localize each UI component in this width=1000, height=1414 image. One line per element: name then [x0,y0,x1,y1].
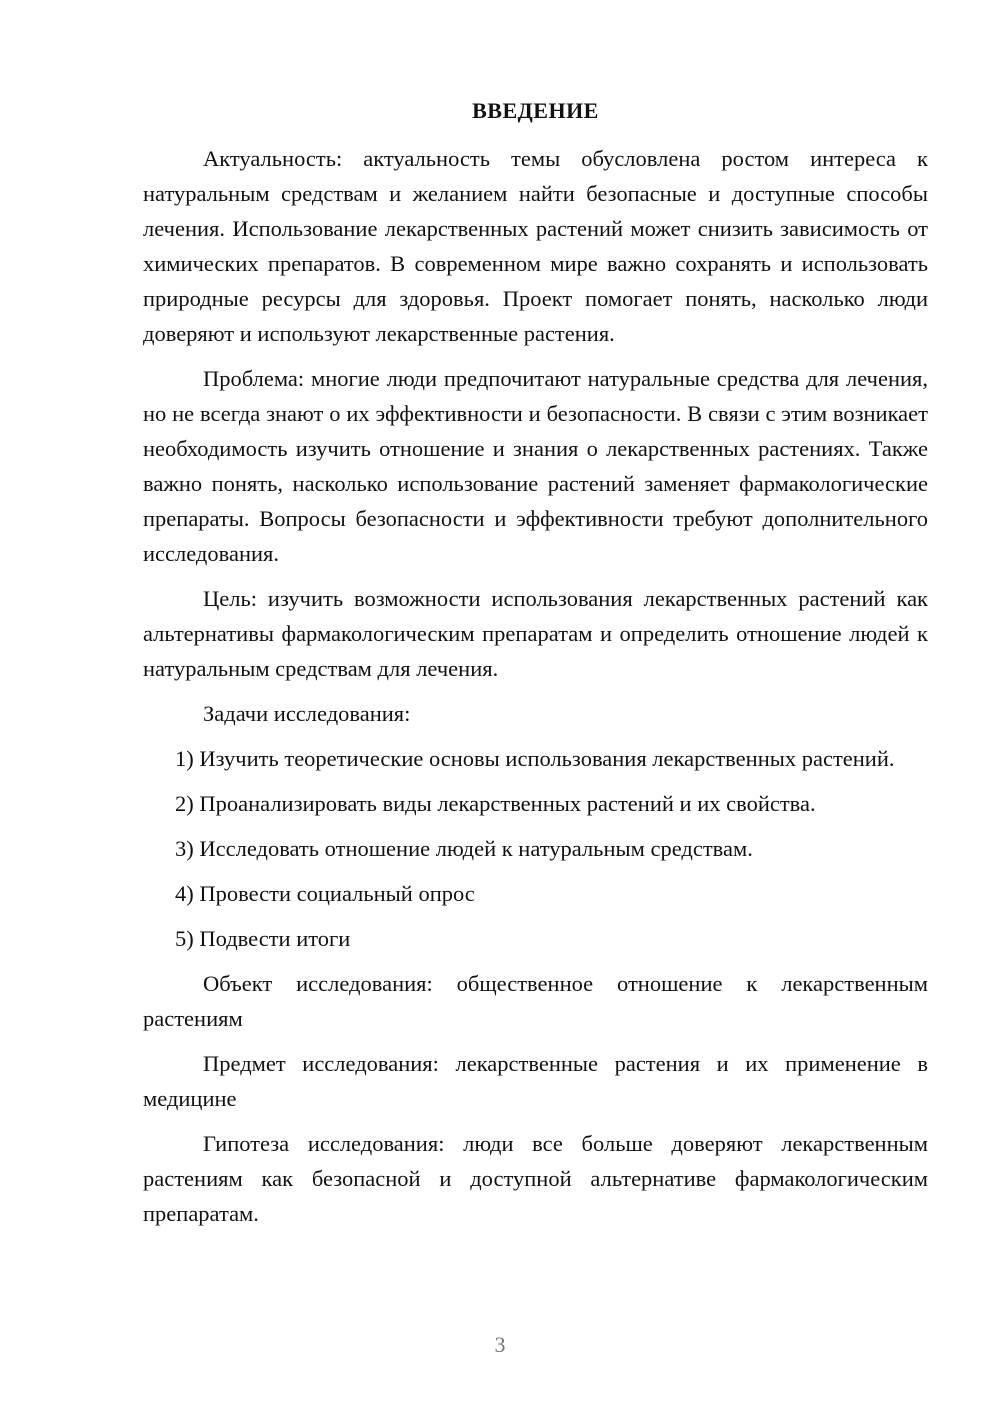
goal-paragraph: Цель: изучить возможности использования лекарственных растений как альтернативы фармакологическим препаратам и определить отношение людей к натуральным средствам для лечения. [143,586,928,681]
task-item: 3) Исследовать отношение людей к натуральным средствам. [175,836,753,861]
task-item: 1) Изучить теоретические основы использования лекарственных растений. [175,746,895,771]
tasks-heading: Задачи исследования: [203,701,411,726]
task-item: 2) Проанализировать виды лекарственных растений и их свойства. [175,791,816,816]
problem-paragraph: Проблема: многие люди предпочитают натуральные средства для лечения, но не всегда знают о их эффективности и безопасности. В связи с этим возникает необходимость изучить отношение и знания о лекарственных растениях. Также важно понять, насколько использование растений заменяет фармакологические препараты. Вопросы безопасности и эффективности требуют дополнительного исследования. [143,366,928,566]
hypothesis-paragraph: Гипотеза исследования: люди все больше доверяют лекарственным растениям как безопасной и доступной альтернативе фармакологическим препаратам. [143,1131,928,1226]
task-item: 5) Подвести итоги [175,926,351,951]
task-item: 4) Провести социальный опрос [175,881,475,906]
subject-paragraph: Предмет исследования: лекарственные растения и их применение в медицине [143,1051,928,1111]
document-page [143,93,928,1241]
section-title: ВВЕДЕНИЕ [472,98,599,123]
page-number: 3 [494,1332,506,1357]
object-paragraph: Объект исследования: общественное отношение к лекарственным растениям [143,971,928,1031]
relevance-paragraph: Актуальность: актуальность темы обусловлена ростом интереса к натуральным средствам и желанием найти безопасные и доступные способы лечения. Использование лекарственных растений может снизить зависимость от химических препаратов. В современном мире важно сохранять и использовать природные ресурсы для здоровья. Проект помогает понять, насколько люди доверяют и используют лекарственные растения. [143,146,928,346]
